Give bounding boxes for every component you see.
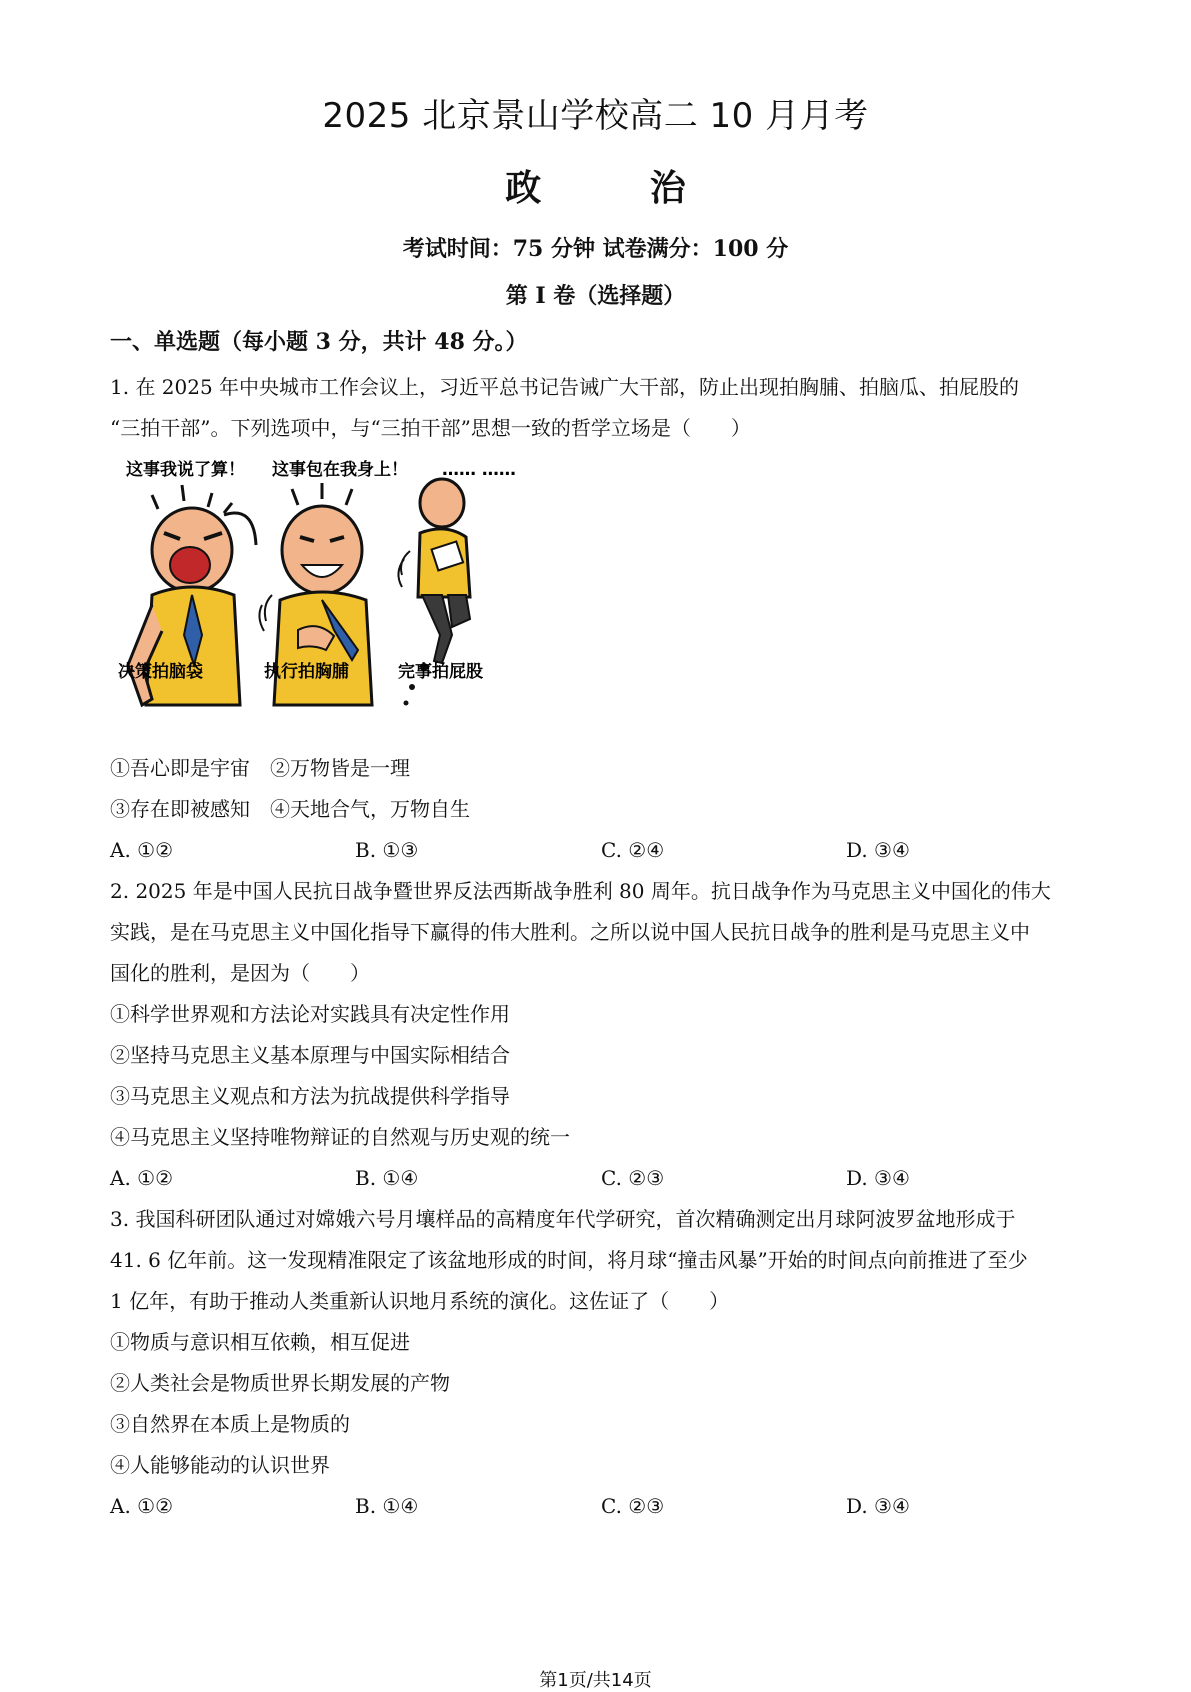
- q2-option-a[interactable]: A. ①②: [110, 1166, 174, 1190]
- q2-stem-line1: 2. 2025 年是中国人民抗日战争暨世界反法西斯战争胜利 80 周年。抗日战争作为马克思主义中国化的伟大: [110, 879, 1051, 903]
- q1-stem-line1: 1. 在 2025 年中央城市工作会议上，习近平总书记告诫广大干部，防止出现拍胸脯、拍脑瓜、拍屁股的: [110, 375, 1020, 399]
- cartoon-speech-2: 这事包在我身上！: [272, 460, 408, 480]
- cartoon-caption-1: 决策拍脑袋: [118, 662, 203, 682]
- q2-item-4: ④马克思主义坚持唯物辩证的自然观与历史观的统一: [110, 1125, 570, 1149]
- q1-option-a[interactable]: A. ①②: [110, 838, 174, 862]
- exam-meta: 考试时间：75 分钟 试卷满分：100 分: [402, 236, 789, 262]
- section-title: 一、单选题（每小题 3 分，共计 48 分。）: [110, 329, 528, 355]
- q1-cartoon: [112, 455, 542, 745]
- q2-option-d[interactable]: D. ③④: [846, 1166, 910, 1190]
- q2-option-c[interactable]: C. ②③: [601, 1166, 665, 1190]
- page-number: [0, 1666, 1191, 1692]
- q1-option-c[interactable]: C. ②④: [601, 838, 665, 862]
- q3-stem-line2: 41. 6 亿年前。这一发现精准限定了该盆地形成的时间，将月球“撞击风暴”开始的时间点向前推进了至少: [110, 1248, 1028, 1272]
- cartoon-speech-1: 这事我说了算！: [126, 460, 245, 480]
- q1-items-line1: ①吾心即是宇宙 ②万物皆是一理: [110, 756, 410, 780]
- q3-item-3: ③自然界在本质上是物质的: [110, 1412, 350, 1436]
- q3-option-d[interactable]: D. ③④: [846, 1494, 910, 1518]
- q3-stem-line1: 3. 我国科研团队通过对嫦娥六号月壤样品的高精度年代学研究，首次精确测定出月球阿波罗盆地形成于: [110, 1207, 1016, 1231]
- cartoon-speech-3: …… ……: [442, 460, 516, 480]
- q2-item-2: ②坚持马克思主义基本原理与中国实际相结合: [110, 1043, 510, 1067]
- cartoon-caption-2: 执行拍胸脯: [264, 662, 349, 682]
- q3-item-4: ④人能够能动的认识世界: [110, 1453, 330, 1477]
- subject-title: 政 治: [505, 167, 734, 209]
- q1-items-line2: ③存在即被感知 ④天地合气，万物自生: [110, 797, 470, 821]
- q3-option-b[interactable]: B. ①④: [355, 1494, 419, 1518]
- q3-option-a[interactable]: A. ①②: [110, 1494, 174, 1518]
- q1-option-b[interactable]: B. ①③: [355, 838, 419, 862]
- page-number-text: 第1页/共14页: [539, 1670, 652, 1691]
- q3-stem-line3: 1 亿年，有助于推动人类重新认识地月系统的演化。这佐证了（ ）: [110, 1289, 730, 1313]
- q3-option-c[interactable]: C. ②③: [601, 1494, 665, 1518]
- part-title: 第 I 卷（选择题）: [505, 283, 686, 309]
- cartoon-caption-3: 完事拍屁股: [398, 662, 483, 682]
- q2-item-3: ③马克思主义观点和方法为抗战提供科学指导: [110, 1084, 510, 1108]
- q3-item-2: ②人类社会是物质世界长期发展的产物: [110, 1371, 450, 1395]
- q2-option-b[interactable]: B. ①④: [355, 1166, 419, 1190]
- q2-stem-line2: 实践，是在马克思主义中国化指导下赢得的伟大胜利。之所以说中国人民抗日战争的胜利是马克思主义中: [110, 920, 1030, 944]
- q1-option-d[interactable]: D. ③④: [846, 838, 910, 862]
- q2-stem-line3: 国化的胜利，是因为（ ）: [110, 961, 370, 985]
- exam-title: 2025 北京景山学校高二 10 月月考: [322, 96, 869, 136]
- q2-item-1: ①科学世界观和方法论对实践具有决定性作用: [110, 1002, 510, 1026]
- q1-stem-line2: “三拍干部”。下列选项中，与“三拍干部”思想一致的哲学立场是（ ）: [110, 416, 751, 440]
- q3-item-1: ①物质与意识相互依赖，相互促进: [110, 1330, 410, 1354]
